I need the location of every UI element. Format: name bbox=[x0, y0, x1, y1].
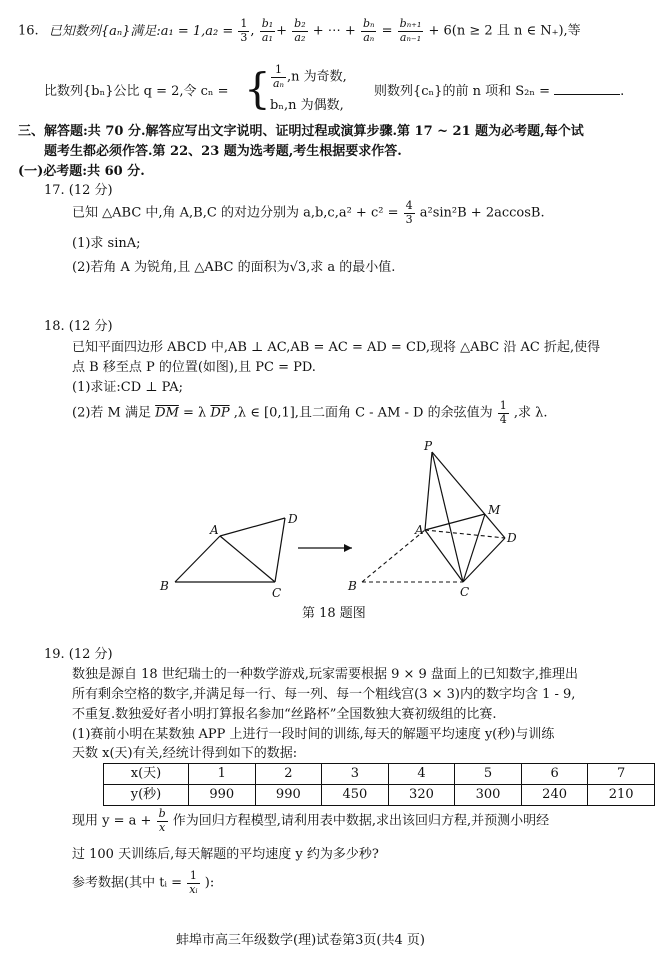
q16-line2-suffix: 则数列{cₙ}的前 n 项和 S₂ₙ = . bbox=[374, 84, 625, 99]
q19-model: 现用 y = a + $\frac{b}{x}$ 作为回归方程模型,请利用表中数据,求出该回归方程,并预测小明经 bbox=[72, 807, 550, 834]
q19-p4: (1)赛前小明在某数独 APP 上进行一段时间的训练,每天的解题平均速度 y(秒)与训练 bbox=[72, 727, 555, 742]
q16-bn-frac: $\frac{\text{bₙ}}{\text{aₙ}}$ bbox=[362, 17, 375, 44]
answer-blank bbox=[554, 82, 620, 95]
label-a: A bbox=[210, 523, 219, 537]
q19-p1: 数独是源自 18 世纪瑞士的一种数学游戏,玩家需要根据 9 × 9 盘面上的已知数字,推理出 bbox=[72, 667, 579, 682]
q18-number: 18. (12 分) bbox=[44, 319, 113, 334]
q18-cos-frac: $\frac{1}{4}$ bbox=[499, 399, 507, 426]
q16-rhs-frac: $\frac{\text{bₙ₊₁}}{\text{aₙ₋₁}}$ bbox=[399, 17, 422, 44]
table-cell: 450 bbox=[322, 785, 389, 806]
q17-stem: 已知 △ABC 中,角 A,B,C 的对边分别为 a,b,c,a² + c² = $\frac{4}{3}$ a²sin²B + 2accosB. bbox=[72, 199, 545, 226]
table-cell: 300 bbox=[455, 785, 522, 806]
q18-part2: (2)若 M 满足 $\overline{DM} = \lambda$ $\overline{DP}$ ,λ ∈ [0,1],且二面角 C - AM - D 的余弦值为 $\frac{1}{4}$ ,求 λ. bbox=[72, 399, 548, 426]
q19-p3: 不重复.数独爱好者小明打算报名参加“丝路杯”全国数独大赛初级组的比赛. bbox=[72, 707, 497, 722]
edge-ba bbox=[175, 536, 220, 582]
table-cell: 240 bbox=[521, 785, 588, 806]
q16-line2-prefix: 比数列{bₙ}公比 q = 2,令 cₙ = bbox=[44, 84, 229, 99]
label-m: M bbox=[488, 503, 501, 517]
q19-ref-frac: $\frac{1}{\text{xᵢ}}$ bbox=[189, 869, 198, 896]
section3-part1: (一)必考题:共 60 分. bbox=[18, 164, 145, 179]
q19-p5: 天数 x(天)有关,经统计得到如下的数据: bbox=[72, 746, 298, 761]
vector-dp: $\overline{DP}$ bbox=[210, 405, 230, 421]
figure-caption: 第 18 题图 bbox=[302, 606, 366, 621]
table-cell: 990 bbox=[189, 785, 256, 806]
label-d: D bbox=[288, 512, 298, 526]
label-d2: D bbox=[507, 531, 517, 545]
table-cell: 6 bbox=[521, 764, 588, 785]
q17-number: 17. (12 分) bbox=[44, 183, 113, 198]
table-header-y: y(秒) bbox=[104, 785, 189, 806]
edge-ac bbox=[220, 536, 275, 582]
table-cell: 320 bbox=[388, 785, 455, 806]
q16-number: 16. bbox=[18, 23, 39, 39]
q19-number: 19. (12 分) bbox=[44, 647, 113, 662]
q16-case2: bₙ,n 为偶数, bbox=[270, 98, 344, 113]
q16-a2-frac: $\frac{1}{3}$ bbox=[240, 17, 248, 44]
edge-cm bbox=[463, 514, 485, 582]
q16-dots: + ⋯ + bbox=[312, 23, 356, 39]
q19-ref: 参考数据(其中 tᵢ = $\frac{1}{\text{xᵢ}}$ ): bbox=[72, 869, 215, 896]
arrow-head-icon bbox=[344, 544, 352, 552]
edge-pa bbox=[425, 452, 432, 530]
q18-part1: (1)求证:CD ⊥ PA; bbox=[72, 380, 183, 395]
edge-ad bbox=[220, 518, 285, 536]
table-row-y bbox=[104, 785, 655, 806]
label-a2: A bbox=[415, 523, 424, 537]
q16-line1: 16. 已知数列{aₙ}满足:a₁ = 1,a₂ = $\frac{1}{3}$ , $\frac{\text{b₁}}{\text{a₁}}$ + $\frac{\text{b₂}}{\text{a₂}}$ + ⋯ + $\frac{\text{bₙ}}{\text{aₙ}}$ = $\frac{\text{bₙ₊₁}}{\text{aₙ₋₁}}$ + 6(n ≥ 2 且 n ∈ N₊),等 bbox=[18, 17, 581, 44]
piecewise-brace: { bbox=[244, 64, 271, 113]
edge-ba-dashed bbox=[362, 530, 425, 582]
table-header-x: x(天) bbox=[104, 764, 189, 785]
section3-heading-2: 题考生都必须作答.第 22、23 题为选考题,考生根据要求作答. bbox=[44, 144, 402, 159]
label-c2: C bbox=[460, 585, 470, 599]
q16-eq: = bbox=[381, 23, 393, 39]
q16-stem: 已知数列{aₙ}满足:a₁ = 1,a₂ = bbox=[48, 23, 234, 39]
q19-p2: 所有剩余空格的数字,并满足每一行、每一列、每一个粗线宫(3 × 3)内的数字均含 1 - 9, bbox=[72, 687, 576, 702]
label-b2: B bbox=[348, 579, 357, 593]
q18-figure bbox=[140, 434, 540, 604]
table-cell: 7 bbox=[588, 764, 655, 785]
q16-tail: + 6(n ≥ 2 且 n ∈ N₊),等 bbox=[428, 23, 581, 39]
table-cell: 5 bbox=[455, 764, 522, 785]
q19-model-c: 过 100 天训练后,每天解题的平均速度 y 约为多少秒? bbox=[72, 847, 379, 862]
edge-dc bbox=[275, 518, 285, 582]
edge-ad-dashed bbox=[425, 530, 505, 538]
label-c: C bbox=[272, 586, 282, 600]
q18-line2: 点 B 移至点 P 的位置(如图),且 PC = PD. bbox=[72, 360, 316, 375]
q16-b2-frac: $\frac{\text{b₂}}{\text{a₂}}$ bbox=[294, 17, 306, 44]
edge-cd bbox=[463, 538, 505, 582]
table-cell: 2 bbox=[255, 764, 322, 785]
edge-pc bbox=[432, 452, 463, 582]
label-p: P bbox=[424, 439, 433, 453]
q17-frac: $\frac{4}{3}$ bbox=[405, 199, 413, 226]
table-cell: 4 bbox=[388, 764, 455, 785]
edge-am bbox=[425, 514, 485, 530]
section3-heading: 三、解答题:共 70 分.解答应写出文字说明、证明过程或演算步骤.第 17 ~ 21 题为必考题,每个试 bbox=[18, 124, 584, 139]
q17-part2: (2)若角 A 为锐角,且 △ABC 的面积为√3,求 a 的最小值. bbox=[72, 260, 396, 275]
table-cell: 3 bbox=[322, 764, 389, 785]
table-row-x bbox=[104, 764, 655, 785]
table-cell: 1 bbox=[189, 764, 256, 785]
q18-line1: 已知平面四边形 ABCD 中,AB ⊥ AC,AB = AC = AD = CD,现将 △ABC 沿 AC 折起,使得 bbox=[72, 340, 601, 355]
page-footer: 蚌埠市高三年级数学(理)试卷第3页(共4 页) bbox=[176, 933, 425, 948]
table-cell: 990 bbox=[255, 785, 322, 806]
vector-dm: $\overline{DM}$ bbox=[155, 405, 179, 421]
q19-model-frac: $\frac{b}{x}$ bbox=[158, 807, 166, 834]
q17-part1: (1)求 sinA; bbox=[72, 236, 141, 251]
data-table bbox=[103, 763, 655, 806]
q16-b1-frac: $\frac{\text{b₁}}{\text{a₁}}$ bbox=[261, 17, 274, 44]
label-b: B bbox=[160, 579, 169, 593]
q16-case1: $\frac{1}{\text{aₙ}}$ ,n 为奇数, bbox=[273, 63, 347, 90]
table-cell: 210 bbox=[588, 785, 655, 806]
